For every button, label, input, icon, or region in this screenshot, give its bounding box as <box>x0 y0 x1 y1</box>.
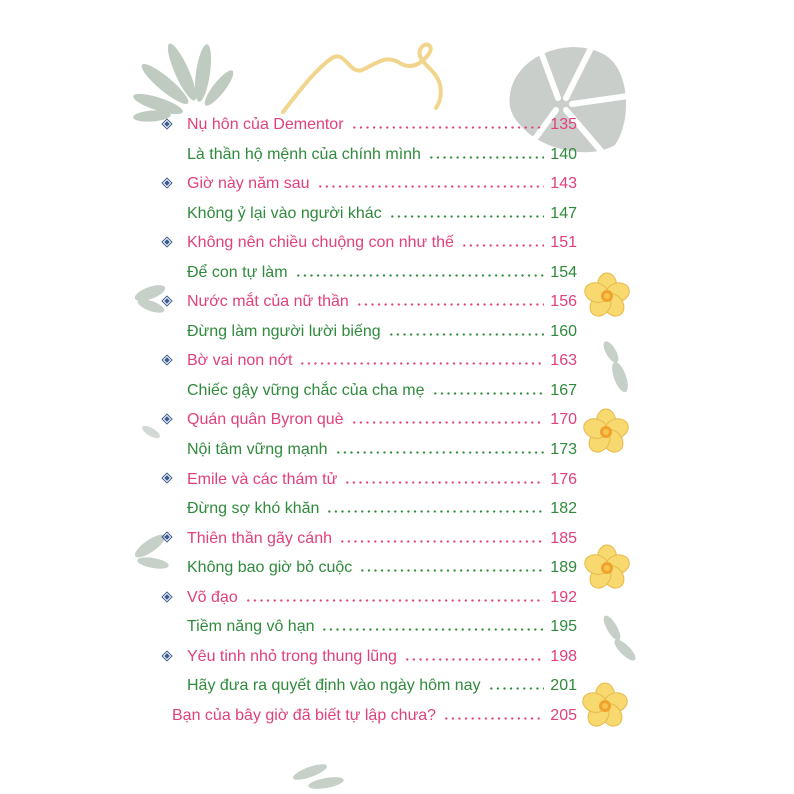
toc-entry-page-number: 192 <box>550 588 577 606</box>
toc-entry-title: Chiếc gậy vững chắc của cha mẹ <box>187 381 425 399</box>
toc-entry-title: Thiên thần gãy cánh <box>187 529 332 547</box>
diamond-bullet-icon <box>161 236 172 247</box>
squiggle-line <box>283 45 441 112</box>
toc-entry <box>160 612 577 642</box>
leaf-sprig-icon <box>601 613 639 663</box>
toc-entry <box>160 199 577 229</box>
toc-entry-title: Không bao giờ bỏ cuộc <box>187 559 353 577</box>
toc-entry-title: Không ỷ lại vào người khác <box>187 204 382 222</box>
toc-entry-page-number: 195 <box>550 618 577 636</box>
toc-entry-page-number: 135 <box>550 116 577 133</box>
dot-leader <box>321 628 544 631</box>
toc-entry <box>160 405 577 435</box>
dot-leader <box>351 421 545 424</box>
toc-entry-title: Đừng làm người lười biếng <box>187 322 381 340</box>
toc-entry <box>160 317 577 347</box>
toc-entry-title: Emile và các thám tử <box>187 470 338 488</box>
toc-entry-title: Nội tâm vững mạnh <box>187 441 328 459</box>
toc-entry <box>160 376 577 406</box>
toc-entry <box>160 228 577 258</box>
toc-entry <box>160 494 577 524</box>
dot-leader <box>351 126 545 129</box>
toc-entry-title: Nước mắt của nữ thần <box>187 293 349 311</box>
toc-entry-page-number: 163 <box>550 352 577 370</box>
toc-entry-page-number: 140 <box>550 145 577 163</box>
dot-leader <box>461 244 544 247</box>
dot-leader <box>443 717 544 720</box>
toc-entry <box>160 671 577 701</box>
toc-entry-title: Là thần hộ mệnh của chính mình <box>187 145 421 163</box>
toc-entry-page-number: 205 <box>550 706 577 724</box>
dot-leader <box>326 510 544 513</box>
toc-entry <box>160 642 577 672</box>
flower-icon <box>582 273 632 320</box>
toc-entry-page-number: 185 <box>550 529 577 547</box>
diamond-bullet-icon <box>161 177 172 188</box>
toc-entry-title: Nụ hôn của Dementor <box>187 116 344 133</box>
diamond-bullet-icon <box>161 414 172 425</box>
toc-entry-title: Giờ này năm sau <box>187 175 310 193</box>
toc-entry <box>160 701 577 731</box>
toc-entry-page-number: 173 <box>550 441 577 459</box>
toc-entry <box>160 346 577 376</box>
leaf-sprig-icon <box>601 339 631 394</box>
toc-entry-page-number: 201 <box>550 677 577 695</box>
toc-entry <box>160 110 577 140</box>
dot-leader <box>339 540 544 543</box>
toc-entry-title: Bờ vai non nớt <box>187 352 293 370</box>
toc-entry <box>160 169 577 199</box>
flower-icon <box>582 545 632 592</box>
dot-leader <box>388 333 545 336</box>
toc-entry-page-number: 167 <box>550 381 577 399</box>
toc-entry-page-number: 182 <box>550 500 577 518</box>
dot-leader <box>359 569 544 572</box>
diamond-bullet-icon <box>161 118 172 129</box>
diamond-bullet-icon <box>161 532 172 543</box>
toc-entry-page-number: 170 <box>550 411 577 429</box>
toc-entry-page-number: 189 <box>550 559 577 577</box>
toc-entry-page-number: 154 <box>550 263 577 281</box>
toc-entry <box>160 258 577 288</box>
toc-entry-title: Không nên chiều chuộng con như thế <box>187 234 454 252</box>
toc-entry-page-number: 147 <box>550 204 577 222</box>
toc-entry-title: Hãy đưa ra quyết định vào ngày hôm nay <box>187 677 481 695</box>
leaf-sprig-icon <box>291 761 344 791</box>
dot-leader <box>389 215 545 218</box>
dot-leader <box>428 156 544 159</box>
toc-entry-title: Tiềm năng vô hạn <box>187 618 315 636</box>
diamond-bullet-icon <box>161 650 172 661</box>
toc-entry-page-number: 143 <box>550 175 577 193</box>
toc-entry <box>160 553 577 583</box>
diamond-bullet-icon <box>161 295 172 306</box>
toc-entry <box>160 524 577 554</box>
toc-entry <box>160 140 577 170</box>
toc-entry-title: Để con tự làm <box>187 263 288 281</box>
dot-leader <box>335 451 545 454</box>
dot-leader <box>295 274 545 277</box>
toc-entry-title: Quán quân Byron què <box>187 411 344 429</box>
toc-entry-page-number: 151 <box>550 234 577 252</box>
dot-leader <box>356 303 545 306</box>
toc-entry-title: Bạn của bây giờ đã biết tự lập chưa? <box>172 706 437 724</box>
leaf-sprig-icon <box>140 424 161 441</box>
toc-entry-page-number: 160 <box>550 322 577 340</box>
table-of-contents <box>160 110 577 730</box>
toc-entry-title: Võ đạo <box>187 588 238 606</box>
toc-entry <box>160 465 577 495</box>
dot-leader <box>432 392 545 395</box>
diamond-bullet-icon <box>161 354 172 365</box>
toc-entry-title: Yêu tinh nhỏ trong thung lũng <box>187 647 397 665</box>
dot-leader <box>404 658 544 661</box>
dot-leader <box>317 185 545 188</box>
diamond-bullet-icon <box>161 473 172 484</box>
dot-leader <box>245 599 545 602</box>
toc-entry-page-number: 176 <box>550 470 577 488</box>
flower-icon <box>581 409 631 456</box>
dot-leader <box>299 362 544 365</box>
toc-entry-title: Đừng sợ khó khăn <box>187 500 320 518</box>
toc-entry <box>160 583 577 613</box>
toc-entry <box>160 287 577 317</box>
toc-entry-page-number: 198 <box>550 647 577 665</box>
toc-entry <box>160 435 577 465</box>
dot-leader <box>488 687 545 690</box>
diamond-bullet-icon <box>161 591 172 602</box>
toc-entry-page-number: 156 <box>550 293 577 311</box>
dot-leader <box>344 481 544 484</box>
flower-icon <box>580 683 630 730</box>
